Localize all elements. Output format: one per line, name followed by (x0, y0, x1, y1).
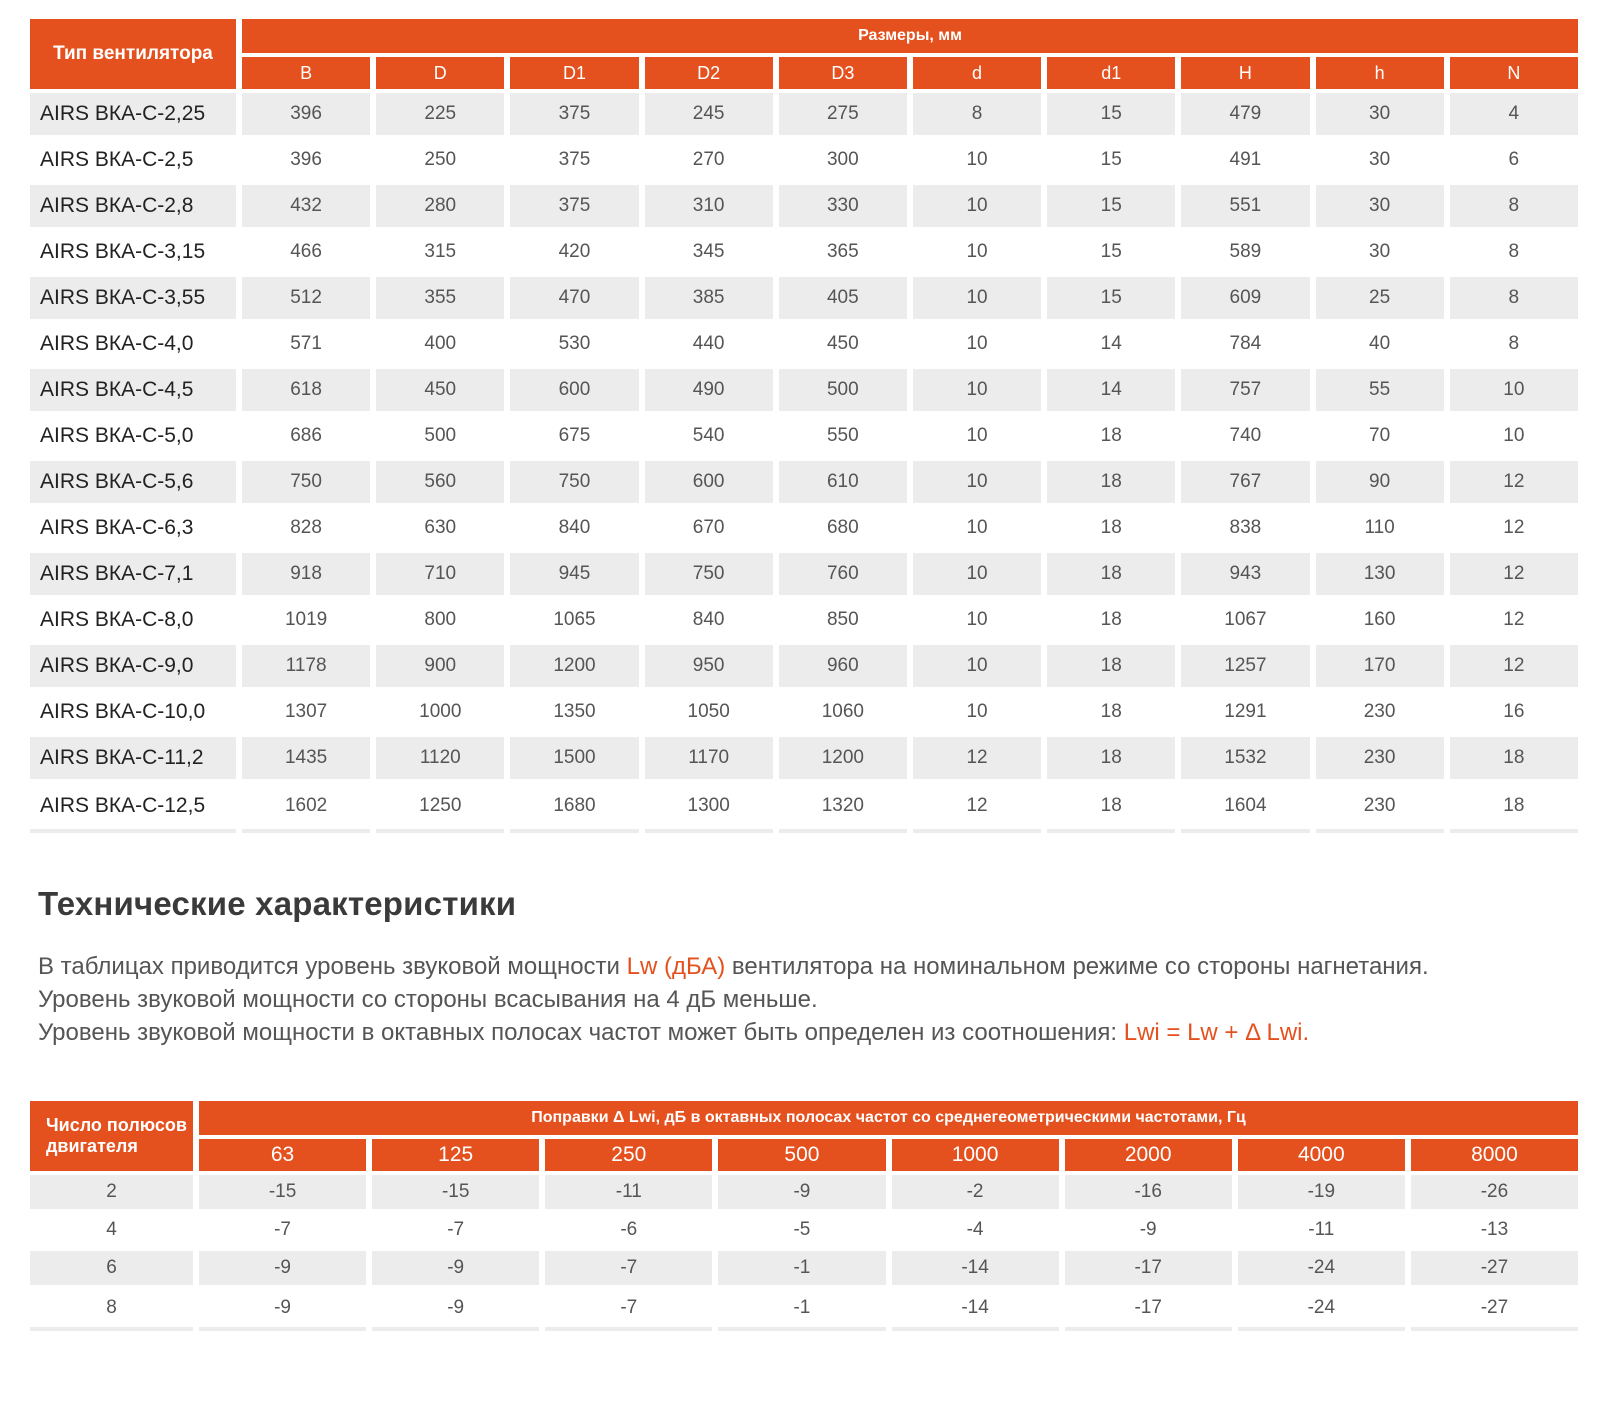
dimensions-header-row (30, 19, 1578, 53)
dimension-value: 1060 (821, 701, 864, 722)
dimension-value: 470 (510, 277, 638, 319)
fan-model-name: AIRS ВКА-С-5,0 (40, 424, 194, 447)
dimension-value: 230 (1316, 783, 1444, 833)
dimension-value: 500 (779, 369, 907, 411)
correction-value: -24 (1238, 1289, 1405, 1331)
dimension-value: 315 (424, 241, 457, 262)
correction-value: -11 (545, 1175, 712, 1209)
dimension-value: 10 (913, 461, 1041, 503)
dimension-value: 479 (1181, 93, 1309, 135)
dimension-value: 230 (1363, 701, 1396, 722)
dimension-column-header: N (1450, 57, 1578, 89)
dimension-value: 943 (1181, 553, 1309, 595)
dimension-value: 345 (692, 241, 725, 262)
frequency-column-header: 8000 (1411, 1139, 1578, 1171)
table-row (30, 691, 1578, 733)
dimension-value: 18 (1100, 517, 1122, 538)
dimension-value: 1019 (284, 609, 328, 630)
dimension-value: 675 (558, 425, 591, 446)
correction-value: -7 (545, 1251, 712, 1285)
dimension-value: 1680 (510, 783, 638, 833)
dimension-value: 450 (826, 333, 859, 354)
dimension-value: 800 (424, 609, 457, 630)
correction-value: -9 (372, 1289, 539, 1331)
fan-model-name: AIRS ВКА-С-4,0 (40, 332, 194, 355)
dimension-value: 375 (510, 93, 638, 135)
table-row (30, 323, 1578, 365)
dimension-value: 710 (376, 553, 504, 595)
table-row (30, 1213, 1578, 1247)
dimension-value: 550 (826, 425, 859, 446)
dimension-value: 10 (913, 645, 1041, 687)
dimension-value: 16 (1503, 701, 1525, 722)
dimension-value: 1178 (242, 645, 370, 687)
dimension-value: 750 (242, 461, 370, 503)
fan-model-name: AIRS ВКА-С-2,5 (40, 148, 194, 171)
dimension-value: 740 (1229, 425, 1262, 446)
dimension-value: 12 (1450, 645, 1578, 687)
dimension-column-header: D3 (779, 57, 907, 89)
dimension-value: 40 (1369, 333, 1391, 354)
dimension-value: 12 (1450, 461, 1578, 503)
correction-value: -14 (892, 1289, 1059, 1331)
dimension-value: 18 (1047, 645, 1175, 687)
dimension-value: 15 (1047, 185, 1175, 227)
fan-model-name: AIRS ВКА-С-2,25 (30, 93, 236, 135)
frequency-column-header: 1000 (892, 1139, 1059, 1171)
dimension-value: 18 (1047, 553, 1175, 595)
dimension-value: 25 (1316, 277, 1444, 319)
dimension-value: 365 (826, 241, 859, 262)
dimension-value: 18 (1100, 701, 1122, 722)
lw-accent: Lw (дБА) (626, 953, 726, 980)
correction-value: -5 (793, 1219, 811, 1240)
dimension-value: 396 (242, 93, 370, 135)
corrections-table (24, 1097, 1584, 1335)
dimension-value: 4 (1450, 93, 1578, 135)
dimension-value: 850 (826, 609, 859, 630)
dimension-value: 1350 (553, 701, 596, 722)
dimension-value: 840 (692, 609, 725, 630)
dimension-value: 160 (1363, 609, 1396, 630)
dimension-value: 18 (1100, 609, 1122, 630)
correction-value: -9 (372, 1251, 539, 1285)
dimension-value: 15 (1100, 149, 1122, 170)
dimension-value: 838 (1229, 517, 1262, 538)
table-row (30, 645, 1578, 687)
table-row (30, 1251, 1578, 1285)
dimension-value: 630 (424, 517, 457, 538)
dimension-value: 571 (290, 333, 322, 354)
dimension-value: 945 (510, 553, 638, 595)
correction-value: -9 (199, 1251, 366, 1285)
dimension-value: 960 (779, 645, 907, 687)
correction-value: -17 (1065, 1289, 1232, 1331)
tech-line-2: Уровень звуковой мощности со стороны всасывания на 4 дБ меньше. (38, 986, 818, 1013)
correction-value: -9 (199, 1289, 366, 1331)
correction-value: -27 (1411, 1251, 1578, 1285)
poles-value: 4 (106, 1219, 117, 1240)
dimension-column-header: d (913, 57, 1041, 89)
dimension-value: 750 (645, 553, 773, 595)
dimension-value: 250 (424, 149, 457, 170)
dimension-value: 130 (1316, 553, 1444, 595)
table-row (30, 139, 1578, 181)
table-row (30, 1289, 1578, 1331)
dimension-value: 760 (779, 553, 907, 595)
dimension-value: 440 (692, 333, 725, 354)
correction-value: -7 (545, 1289, 712, 1331)
correction-value: -6 (620, 1219, 638, 1240)
dimension-value: 757 (1181, 369, 1309, 411)
dimension-value: 110 (1364, 517, 1395, 538)
dimension-value: 900 (376, 645, 504, 687)
correction-value: -19 (1238, 1175, 1405, 1209)
dimension-value: 1000 (419, 701, 462, 722)
dimension-value: 12 (1450, 553, 1578, 595)
correction-value: -16 (1065, 1175, 1232, 1209)
dimension-value: 8 (1508, 333, 1520, 354)
tech-description (38, 950, 1558, 1049)
dimension-value: 18 (1450, 737, 1578, 779)
corrections-header-row (30, 1101, 1578, 1135)
correction-value: -13 (1480, 1219, 1509, 1240)
dimension-value: 618 (242, 369, 370, 411)
correction-value: -11 (1308, 1219, 1335, 1240)
dimension-value: 300 (826, 149, 859, 170)
table-row (30, 369, 1578, 411)
fan-model-name: AIRS ВКА-С-4,5 (30, 369, 236, 411)
fan-model-name: AIRS ВКА-С-9,0 (30, 645, 236, 687)
dimension-value: 1065 (553, 609, 596, 630)
tech-line-3-text: Уровень звуковой мощности в октавных полосах частот может быть определен из соотношения: (38, 1019, 1124, 1046)
table-row (30, 599, 1578, 641)
dimension-value: 1604 (1181, 783, 1309, 833)
dimension-value: 10 (966, 149, 988, 170)
dimension-value: 767 (1181, 461, 1309, 503)
table-row (30, 231, 1578, 273)
fan-model-name: AIRS ВКА-С-3,55 (30, 277, 236, 319)
dimension-value: 1500 (510, 737, 638, 779)
correction-value: -7 (447, 1219, 465, 1240)
table-row (30, 93, 1578, 135)
dimension-value: 12 (913, 737, 1041, 779)
dimension-value: 10 (966, 609, 988, 630)
dimension-value: 15 (1047, 277, 1175, 319)
dimension-value: 1050 (687, 701, 730, 722)
table-row (30, 461, 1578, 503)
dimension-value: 10 (966, 333, 988, 354)
dimension-value: 686 (290, 425, 322, 446)
dimension-value: 10 (913, 277, 1041, 319)
dimension-value: 275 (779, 93, 907, 135)
dimension-value: 8 (1450, 277, 1578, 319)
table-row (30, 415, 1578, 457)
dimension-column-header: D (376, 57, 504, 89)
dimension-value: 420 (558, 241, 591, 262)
dimension-value: 15 (1100, 241, 1122, 262)
dimension-value: 8 (1450, 185, 1578, 227)
dimension-value: 530 (558, 333, 591, 354)
dimension-value: 784 (1229, 333, 1262, 354)
dimension-value: 12 (1503, 609, 1525, 630)
fan-model-name: AIRS ВКА-С-7,1 (30, 553, 236, 595)
correction-value: -24 (1238, 1251, 1405, 1285)
dimension-value: 10 (1503, 425, 1525, 446)
correction-value: -15 (372, 1175, 539, 1209)
correction-value: -26 (1411, 1175, 1578, 1209)
frequency-column-header: 2000 (1065, 1139, 1232, 1171)
dimension-value: 70 (1369, 425, 1391, 446)
dimension-value: 1200 (779, 737, 907, 779)
dimension-column-header: B (242, 57, 370, 89)
dimension-value: 55 (1316, 369, 1444, 411)
dimension-value: 14 (1047, 369, 1175, 411)
fan-model-name: AIRS ВКА-С-10,0 (40, 700, 206, 723)
correction-value: -4 (966, 1219, 984, 1240)
dimension-value: 18 (1100, 425, 1122, 446)
dimension-value: 1532 (1181, 737, 1309, 779)
dimension-value: 500 (424, 425, 457, 446)
tech-line-1-text: В таблицах приводится уровень звуковой мощности (38, 953, 627, 980)
frequency-column-header: 250 (545, 1139, 712, 1171)
frequency-column-header: 4000 (1238, 1139, 1405, 1171)
poles-header: Число полюсов двигателя (30, 1101, 193, 1171)
correction-value: -17 (1065, 1251, 1232, 1285)
dimension-value: 589 (1229, 241, 1262, 262)
table-row (30, 507, 1578, 549)
dimension-value: 14 (1100, 333, 1122, 354)
dimension-column-header: h (1316, 57, 1444, 89)
correction-value: -9 (718, 1175, 885, 1209)
table-row (30, 1175, 1578, 1209)
dimension-value: 280 (376, 185, 504, 227)
dimension-value: 750 (510, 461, 638, 503)
dimension-value: 610 (779, 461, 907, 503)
correction-value: -9 (1139, 1219, 1157, 1240)
table-row (30, 277, 1578, 319)
dimension-value: 8 (913, 93, 1041, 135)
correction-value: -15 (199, 1175, 366, 1209)
dimension-value: 245 (645, 93, 773, 135)
dimension-column-header: H (1181, 57, 1309, 89)
dimension-value: 560 (376, 461, 504, 503)
dimension-value: 1307 (284, 701, 328, 722)
dimension-value: 840 (558, 517, 591, 538)
dimension-value: 400 (424, 333, 457, 354)
dimension-value: 1320 (779, 783, 907, 833)
frequency-column-header: 125 (372, 1139, 539, 1171)
dimension-column-header: D1 (510, 57, 638, 89)
tech-line-1-tail: вентилятора на номинальном режиме со стороны нагнетания. (725, 953, 1429, 980)
dimension-value: 385 (645, 277, 773, 319)
dimensions-column-header-row (30, 57, 1578, 89)
dimension-value: 10 (913, 185, 1041, 227)
dimension-value: 375 (558, 149, 591, 170)
correction-value: -14 (892, 1251, 1059, 1285)
corrections-table-body (30, 1175, 1578, 1331)
fan-model-name: AIRS ВКА-С-6,3 (40, 516, 194, 539)
dimension-value: 10 (1450, 369, 1578, 411)
dimension-value: 828 (290, 517, 322, 538)
dimension-column-header: D2 (645, 57, 773, 89)
poles-value: 8 (30, 1289, 193, 1331)
dimension-value: 10 (966, 517, 988, 538)
corrections-column-header-row (30, 1139, 1578, 1171)
dimension-value: 600 (510, 369, 638, 411)
dimension-value: 10 (966, 701, 988, 722)
dimension-value: 1435 (242, 737, 370, 779)
dimension-value: 30 (1369, 149, 1391, 170)
dimension-value: 270 (692, 149, 725, 170)
dimension-value: 170 (1316, 645, 1444, 687)
dimension-value: 432 (242, 185, 370, 227)
dimensions-group-header: Размеры, мм (242, 19, 1578, 53)
dimension-value: 405 (779, 277, 907, 319)
fan-model-name: AIRS ВКА-С-11,2 (30, 737, 236, 779)
fan-model-name: AIRS ВКА-С-8,0 (40, 608, 194, 631)
corrections-group-header: Поправки Δ Lwi, дБ в октавных полосах частот со среднегеометрическими частотами, Гц (199, 1101, 1578, 1135)
dimension-value: 670 (692, 517, 725, 538)
poles-value: 6 (30, 1251, 193, 1285)
dimension-value: 330 (779, 185, 907, 227)
tech-line-3 (38, 1016, 1558, 1049)
dimension-value: 1300 (645, 783, 773, 833)
dimension-value: 18 (1047, 783, 1175, 833)
dimension-value: 551 (1181, 185, 1309, 227)
poles-value: 2 (30, 1175, 193, 1209)
frequency-column-header: 63 (199, 1139, 366, 1171)
correction-value: -27 (1411, 1289, 1578, 1331)
dimension-value: 30 (1316, 93, 1444, 135)
fan-model-name: AIRS ВКА-С-3,15 (40, 240, 206, 263)
dimension-value: 18 (1047, 737, 1175, 779)
dimension-value: 230 (1316, 737, 1444, 779)
dimension-column-header: d1 (1047, 57, 1175, 89)
dimension-value: 355 (376, 277, 504, 319)
dimension-value: 1602 (242, 783, 370, 833)
dimension-value: 512 (242, 277, 370, 319)
dimension-value: 18 (1450, 783, 1578, 833)
dimension-value: 18 (1047, 461, 1175, 503)
dimension-value: 540 (692, 425, 725, 446)
dimension-value: 950 (645, 645, 773, 687)
dimension-value: 1200 (510, 645, 638, 687)
dimension-value: 6 (1508, 149, 1520, 170)
section-title: Технические характеристики (38, 885, 517, 922)
dimension-value: 1120 (376, 737, 504, 779)
dimension-value: 15 (1047, 93, 1175, 135)
dimension-value: 918 (242, 553, 370, 595)
dimension-value: 450 (376, 369, 504, 411)
dimension-value: 1257 (1181, 645, 1309, 687)
fan-model-name: AIRS ВКА-С-2,8 (30, 185, 236, 227)
dimension-value: 600 (645, 461, 773, 503)
fan-model-name: AIRS ВКА-С-12,5 (30, 783, 236, 833)
correction-value: -1 (718, 1289, 885, 1331)
correction-value: -1 (718, 1251, 885, 1285)
correction-value: -2 (892, 1175, 1059, 1209)
fan-type-header: Тип вентилятора (30, 19, 236, 89)
formula-accent: Lwi = Lw + Δ Lwi. (1123, 1019, 1310, 1046)
dimension-value: 10 (966, 425, 988, 446)
dimensions-table (24, 15, 1584, 837)
dimension-value: 225 (376, 93, 504, 135)
fan-model-name: AIRS ВКА-С-5,6 (30, 461, 236, 503)
dimension-value: 10 (966, 241, 988, 262)
dimension-value: 375 (510, 185, 638, 227)
dimension-value: 10 (913, 553, 1041, 595)
dimension-value: 490 (645, 369, 773, 411)
dimension-value: 8 (1508, 241, 1520, 262)
dimension-value: 30 (1369, 241, 1391, 262)
dimension-value: 10 (913, 369, 1041, 411)
tech-line-1 (38, 950, 1558, 983)
frequency-column-header: 500 (718, 1139, 885, 1171)
correction-value: -7 (274, 1219, 292, 1240)
dimension-value: 1170 (645, 737, 773, 779)
dimensions-table-body (30, 93, 1578, 833)
dimension-value: 12 (913, 783, 1041, 833)
dimension-value: 1250 (376, 783, 504, 833)
dimension-value: 466 (290, 241, 322, 262)
table-row (30, 783, 1578, 833)
table-row (30, 185, 1578, 227)
table-row (30, 553, 1578, 595)
dimension-value: 310 (645, 185, 773, 227)
dimension-value: 396 (290, 149, 322, 170)
table-row (30, 737, 1578, 779)
dimension-value: 90 (1316, 461, 1444, 503)
dimension-value: 609 (1181, 277, 1309, 319)
dimension-value: 491 (1229, 149, 1262, 170)
dimension-value: 1067 (1224, 609, 1267, 630)
dimension-value: 1291 (1224, 701, 1267, 722)
dimension-value: 12 (1503, 517, 1525, 538)
dimension-value: 680 (826, 517, 859, 538)
dimension-value: 30 (1316, 185, 1444, 227)
